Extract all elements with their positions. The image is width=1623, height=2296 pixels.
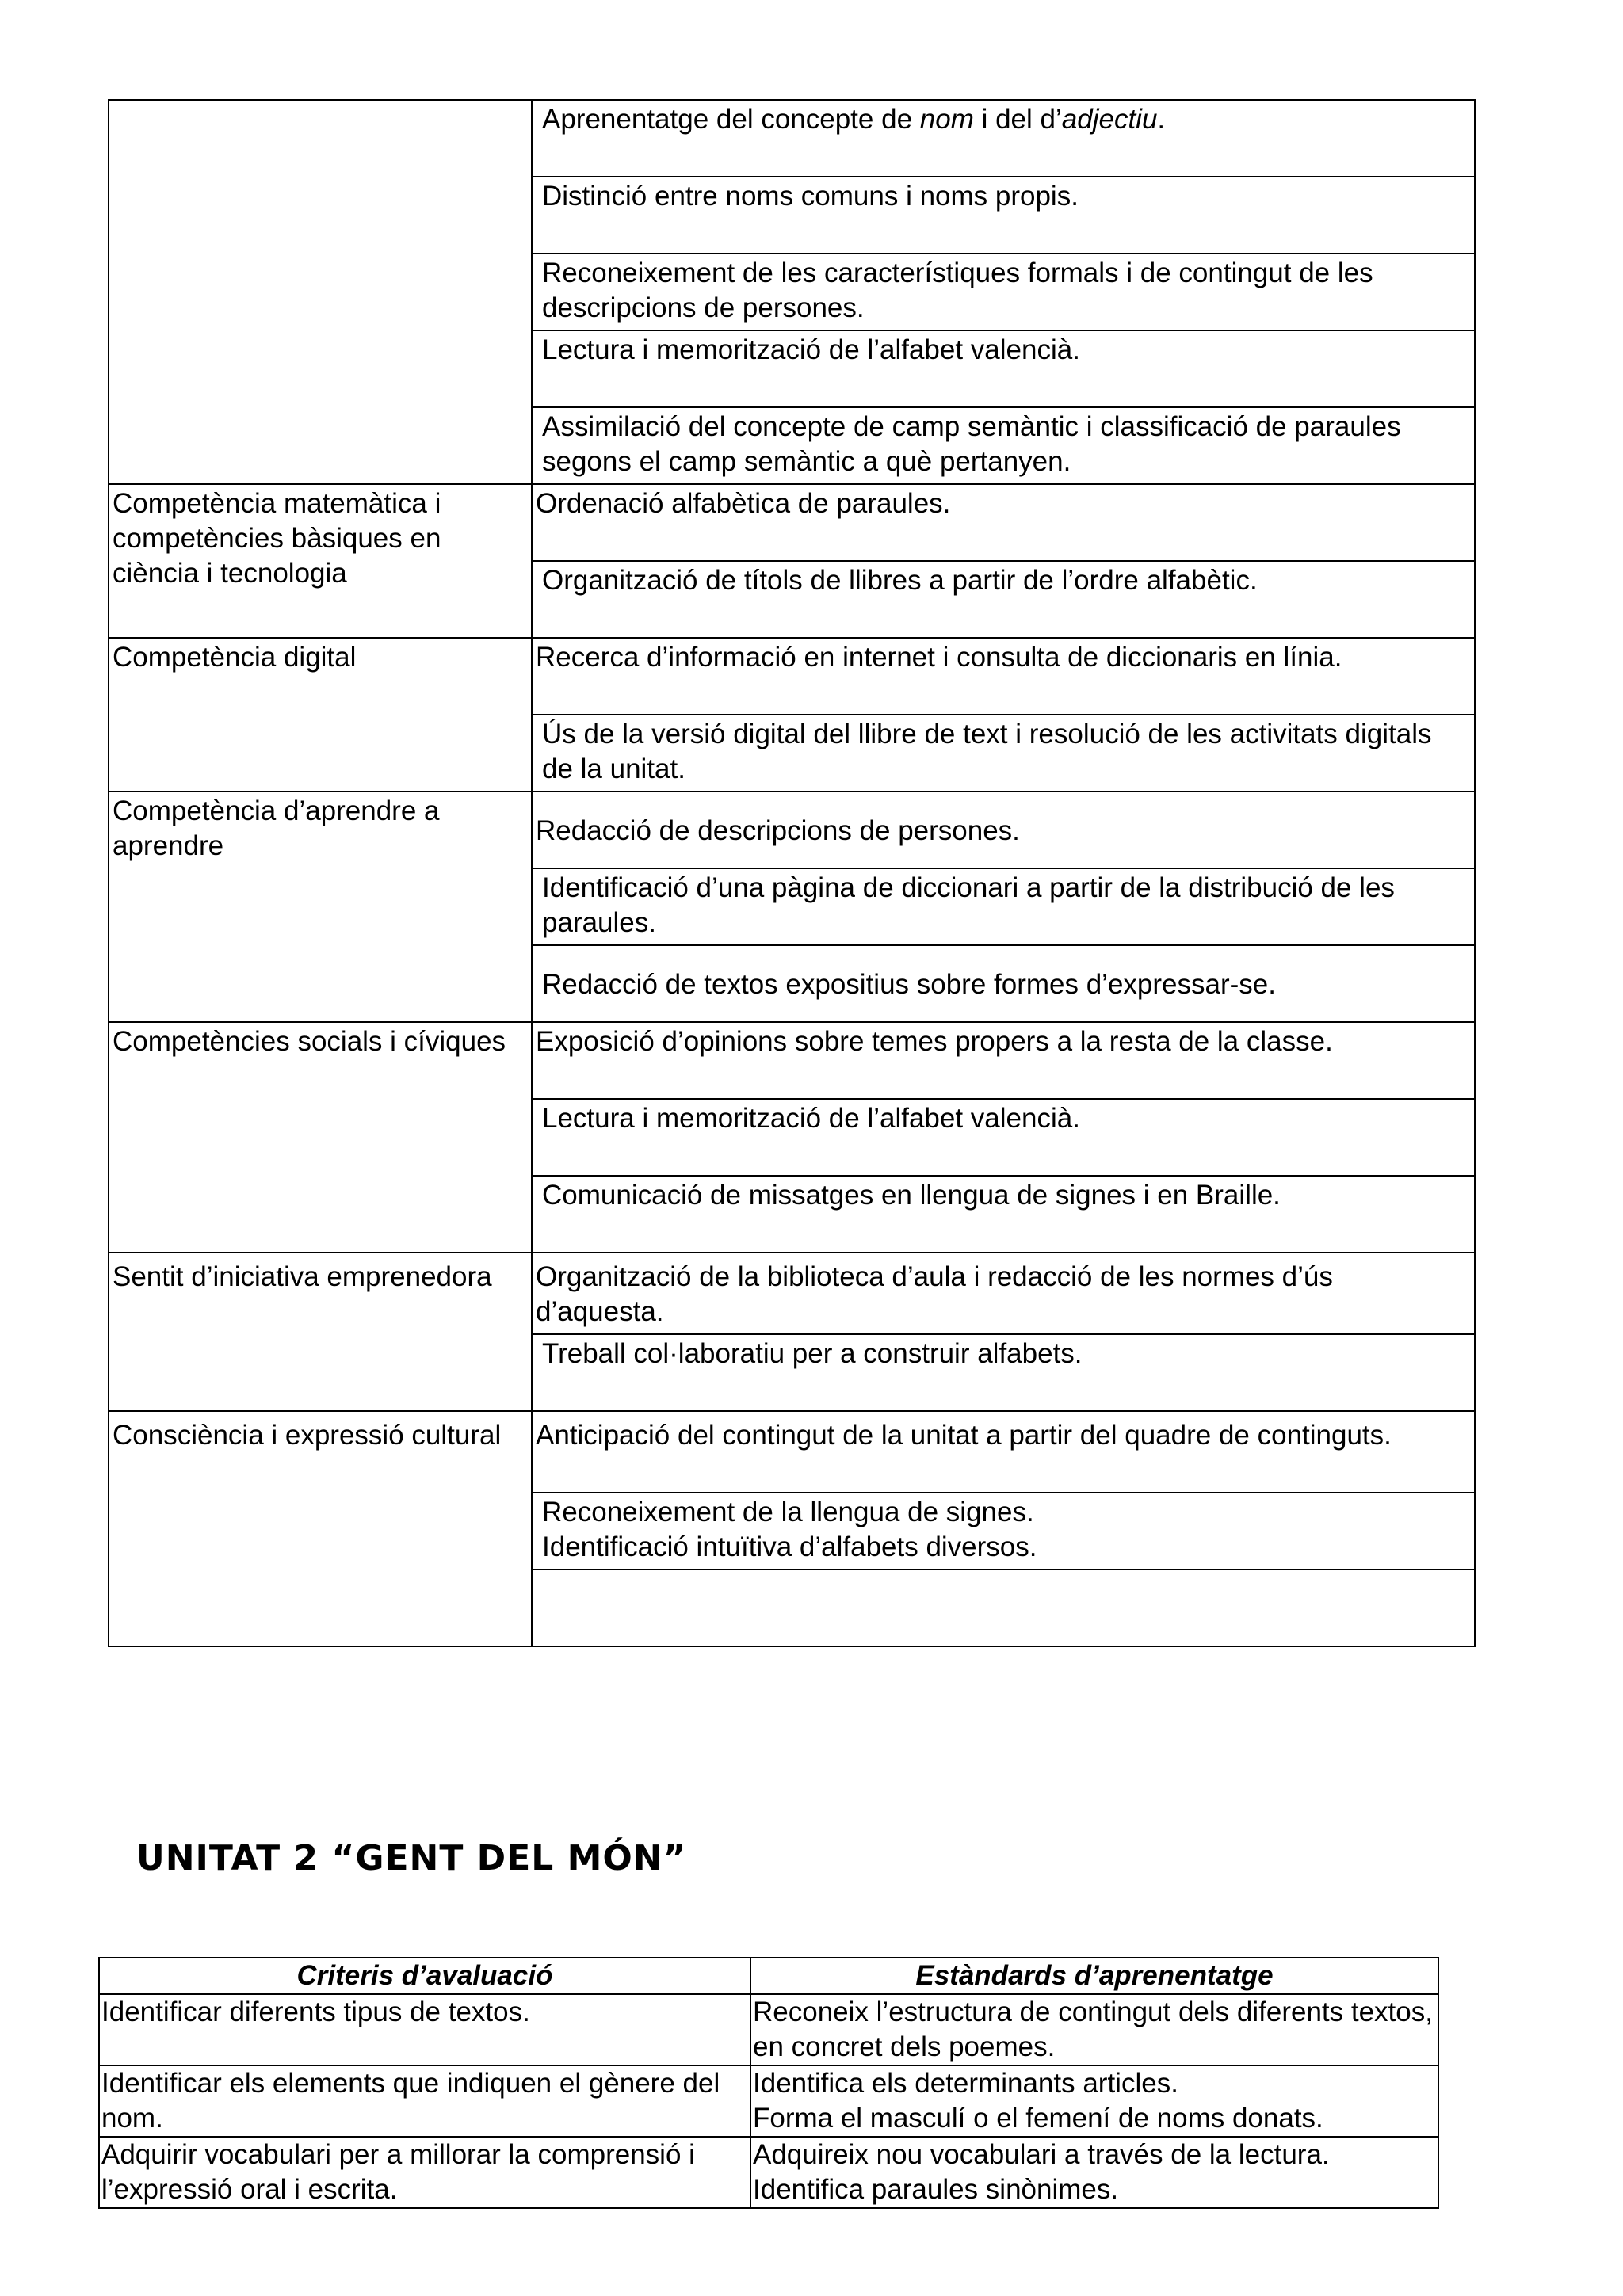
competence-cell: Competències socials i cíviques xyxy=(109,1022,532,1253)
competencies-table xyxy=(108,99,1476,1647)
activity-cell: Identificació d’una pàgina de diccionari a partir de la distribució de les paraules. xyxy=(532,868,1475,945)
competence-cell: Competència d’aprendre a aprendre xyxy=(109,791,532,1022)
standard-line: Adquireix nou vocabulari a través de la lectura. xyxy=(753,2139,1330,2170)
activity-cell: Aprenentatge del concepte de nom i del d’adjectiu. xyxy=(532,100,1475,177)
evaluation-table xyxy=(98,1957,1439,2209)
column-header-criteria: Criteris d’avaluació xyxy=(99,1958,750,1994)
standard-line: Identifica els determinants articles. xyxy=(753,2068,1178,2099)
activity-cell: Ordenació alfabètica de paraules. xyxy=(532,484,1475,561)
activity-cell: Organització de la biblioteca d’aula i redacció de les normes d’ús d’aquesta. xyxy=(532,1253,1475,1334)
table-header-row xyxy=(99,1958,1438,1994)
activity-cell: Lectura i memorització de l’alfabet valencià. xyxy=(532,1099,1475,1176)
competence-cell xyxy=(109,100,532,484)
table-row xyxy=(109,1253,1475,1334)
table-row xyxy=(109,484,1475,561)
standards-cell xyxy=(750,2137,1438,2208)
table-row xyxy=(109,1411,1475,1493)
unit-title: UNITAT 2 “GENT DEL MÓN” xyxy=(136,1838,687,1878)
standard-line: Reconeix l’estructura de contingut dels diferents textos, en concret dels poemes. xyxy=(753,1997,1433,2062)
activity-cell: Reconeixement de les característiques formals i de contingut de les descripcions de persones. xyxy=(532,254,1475,330)
table-row xyxy=(109,1022,1475,1099)
activity-cell: Anticipació del contingut de la unitat a partir del quadre de continguts. xyxy=(532,1411,1475,1493)
criterion-cell: Identificar els elements que indiquen el gènere del nom. xyxy=(99,2065,750,2137)
activity-cell: Redacció de textos expositius sobre formes d’expressar-se. xyxy=(532,945,1475,1022)
standard-line: Identifica paraules sinònimes. xyxy=(753,2174,1119,2205)
standards-cell xyxy=(750,1994,1438,2065)
competence-cell: Sentit d’iniciativa emprenedora xyxy=(109,1253,532,1411)
standards-cell xyxy=(750,2065,1438,2137)
activity-cell: Distinció entre noms comuns i noms propis. xyxy=(532,177,1475,254)
competence-cell: Competència digital xyxy=(109,638,532,791)
activity-cell: Recerca d’informació en internet i consulta de diccionaris en línia. xyxy=(532,638,1475,715)
competence-cell: Consciència i expressió cultural xyxy=(109,1411,532,1646)
column-header-standards: Estàndards d’aprenentatge xyxy=(750,1958,1438,1994)
activity-cell: Lectura i memorització de l’alfabet valencià. xyxy=(532,330,1475,407)
activity-cell xyxy=(532,1569,1475,1646)
activity-line: Reconeixement de la llengua de signes. xyxy=(542,1497,1034,1527)
table-row xyxy=(99,2137,1438,2208)
activity-cell: Redacció de descripcions de persones. xyxy=(532,791,1475,868)
activity-cell: Exposició d’opinions sobre temes propers a la resta de la classe. xyxy=(532,1022,1475,1099)
table-row xyxy=(99,2065,1438,2137)
criterion-cell: Adquirir vocabulari per a millorar la comprensió i l’expressió oral i escrita. xyxy=(99,2137,750,2208)
criterion-cell: Identificar diferents tipus de textos. xyxy=(99,1994,750,2065)
activity-line: Identificació intuïtiva d’alfabets diversos. xyxy=(542,1531,1037,1562)
activity-cell: Organització de títols de llibres a partir de l’ordre alfabètic. xyxy=(532,561,1475,638)
table-row xyxy=(109,791,1475,868)
table-row xyxy=(109,100,1475,177)
activity-cell: Comunicació de missatges en llengua de signes i en Braille. xyxy=(532,1176,1475,1253)
table-row xyxy=(99,1994,1438,2065)
standard-line: Forma el masculí o el femení de noms donats. xyxy=(753,2103,1323,2134)
activity-cell: Assimilació del concepte de camp semàntic i classificació de paraules segons el camp semàntic a què pertanyen. xyxy=(532,407,1475,484)
activity-cell: Ús de la versió digital del llibre de text i resolució de les activitats digitals de la unitat. xyxy=(532,715,1475,791)
activity-cell xyxy=(532,1493,1475,1569)
activity-cell: Treball col·laboratiu per a construir alfabets. xyxy=(532,1334,1475,1411)
competence-cell: Competència matemàtica i competències bàsiques en ciència i tecnologia xyxy=(109,484,532,638)
table-row xyxy=(109,638,1475,715)
